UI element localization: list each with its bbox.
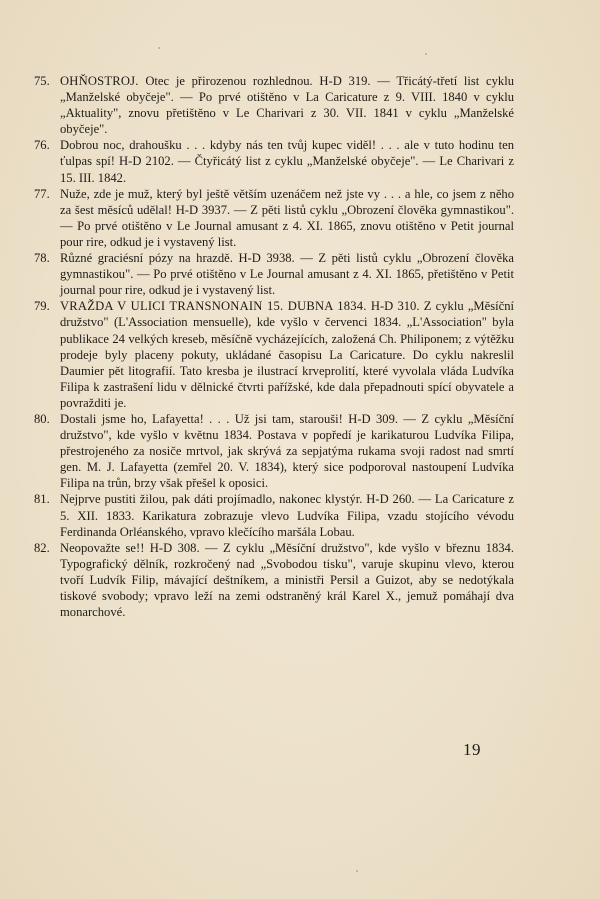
entry-body [60,411,514,491]
entry-text: Neopovažte se!! H-D 308. — Z cyklu „Měsíční družstvo", kde vyšlo v březnu 1834. Typografický dělník, rozkročený nad „Svobodou tisku", varuje skupinu vlevo, kterou tvoří Ludvík Filip, mávající deštníkem, a ministři Persil a Guizot, aby se nedotýkala tiskové svobody; vpravo leží na zemi odstraněný král Karel X., jemuž pomáhají dva monarchové. [60,540,514,620]
entry-text: Různé graciésní pózy na hrazdě. H-D 3938. — Z pěti listů cyklu „Obrození člověka gymnastikou". — Po prvé otištěno v Le Journal amusant z 4. XI. 1865, přetištěno v Petit journal pour rire, odkud je i vystavený list. [60,251,514,298]
entry-number: 76. [34,138,50,153]
catalogue-entry-80 [34,411,514,491]
entry-text: Otec je přirozenou rozhlednou. H-D 319. — Třicátý-třetí list cyklu „Manželské obyčeje". — Po prvé otištěno v La Caricature z 9. VIII. 1840 v cyklu „Aktuality", znovu přetištěno v Le Charivari z 30. VII. 1841 v cyklu „Manželské obyčeje". [60,74,514,137]
entry-text: Nejprve pustiti žilou, pak dáti projímadlo, nakonec klystýr. H-D 260. — La Caricature z 5. XII. 1833. Karikatura zobrazuje vlevo Ludvíka Filipa, vzadu stojícího vévodu Ferdinanda Orléanského, vpravo klečícího maršála Lobau. [60,492,514,539]
paper-speck [356,870,358,872]
catalogue-entry-78 [34,250,514,298]
catalogue-entry-81 [34,491,514,539]
catalogue-entry-76 [34,137,514,185]
entry-number: 82. [34,540,50,555]
entry-text: Dobrou noc, drahoušku . . . kdyby nás ten tvůj kupec viděl! . . . ale v tuto hodinu ten ťulpas spí! H-D 2102. — Čtyřicátý list z cyklu „Manželské obyčeje". — Le Charivari z 15. III. 1842. [60,138,514,185]
entry-text: H-D 310. Z cyklu „Měsíční družstvo" (L'Association mensuelle), kde vyšlo v červenci 1834. „L'Association" byla publikace 24 velkých kreseb, měsíčně vycházejících, založená Ch. Philiponem; z výtěžku prodeje byly placeny pokuty, ukládané časopisu La Caricature. Do cyklu nakreslil Daumier pět litografií. Tato kresba je ilustrací krveprolití, které vyvolala vláda Ludvíka Filipa k zastrašení lidu v dělnické čtvrti pařížské, kde dala přepadnouti spící obyvatele a povražditi je. [60,299,515,410]
entry-number: 81. [34,492,50,507]
paper-speck [158,47,160,49]
entry-body [60,186,514,250]
entry-text: Dostali jsme ho, Lafayetta! . . . Už jsi tam, starouši! H-D 309. — Z cyklu „Měsíční družstvo", kde vyšlo v květnu 1834. Postava v popředí je karikaturou Ludvíka Filipa, přestrojeného za nosiče mrtvol, jak skrývá za sepjatýma rukama svoji radost nad smrtí gen. M. J. Lafayetta (zemřel 20. V. 1834), který sice podporoval nastoupení Ludvíka Filipa na trůn, brzy však přešel k oposici. [60,411,514,491]
entry-number: 75. [34,74,50,88]
entry-number: 79. [34,299,50,314]
entry-body [60,137,514,185]
catalogue-entries [34,73,514,620]
paper-speck [425,53,427,55]
catalogue-entry-75 [34,73,514,137]
entry-number: 80. [34,411,50,426]
entry-title: OHŇOSTROJ. [60,74,139,88]
entry-text: Nuže, zde je muž, který byl ještě větším uzenáčem než jste vy . . . a hle, co jsem z něho za šest měsíců udělal! H-D 3937. — Z pěti listů cyklu „Obrození člověka gymnastikou". — Po prvé otištěno v Le Journal amusant z 4. XI. 1865, znovu otištěno v Petit journal pour rire, odkud je i vystavený list. [60,186,514,249]
catalogue-entry-79 [34,298,514,411]
entry-body [60,250,514,298]
entry-title: VRAŽDA V ULICI TRANSNONAIN 15. DUBNA 1834. [60,299,367,314]
entry-body [60,73,514,137]
entry-number: 78. [34,251,50,266]
page-number: 19 [463,740,481,759]
entry-number: 77. [34,186,50,201]
entry-body [60,491,514,539]
entry-body [60,540,514,620]
entry-body [60,298,514,411]
catalogue-entry-77 [34,186,514,250]
catalogue-entry-82 [34,540,514,620]
